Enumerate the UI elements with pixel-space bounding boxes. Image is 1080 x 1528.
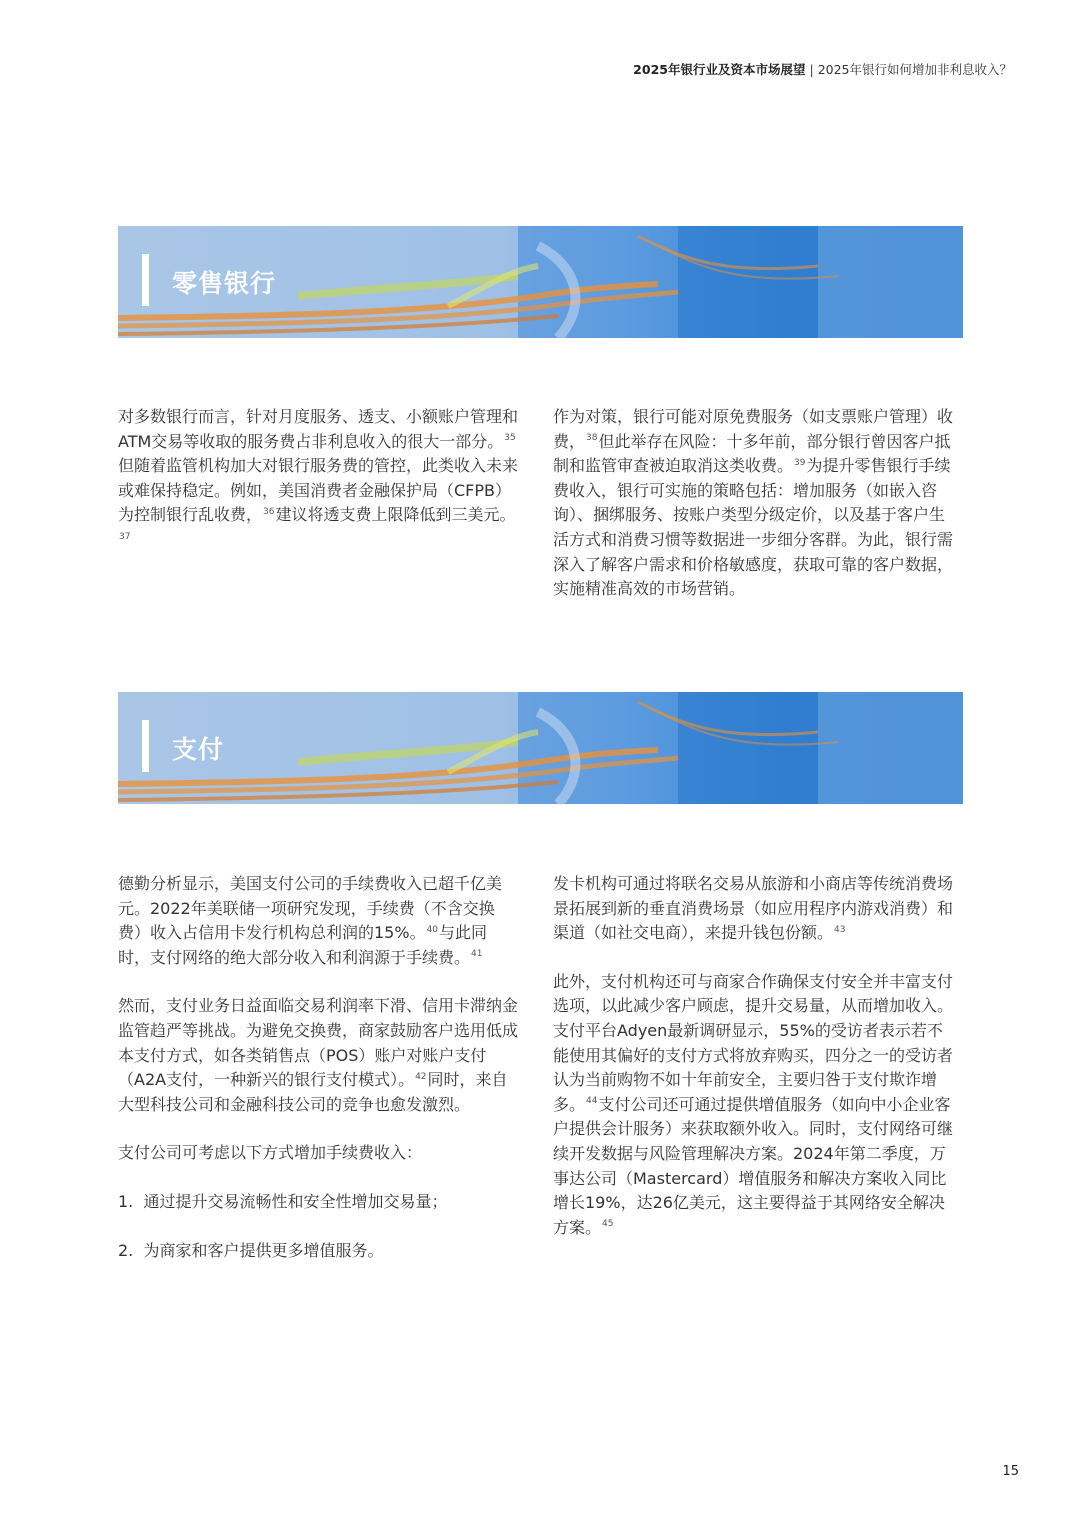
list-number: 2. — [118, 1240, 134, 1260]
footnote-ref: 36 — [263, 507, 275, 518]
footnote-ref: 43 — [834, 924, 846, 935]
footnote-ref: 45 — [602, 1219, 614, 1230]
footnote-ref: 38 — [586, 433, 598, 444]
header-separator: | — [809, 62, 814, 77]
footnote-ref: 39 — [794, 457, 806, 468]
payments-right-column — [553, 872, 953, 1240]
report-title: 2025年银行业及资本市场展望 — [633, 62, 806, 77]
footnote-ref: 44 — [586, 1096, 598, 1107]
page-number: 15 — [1002, 1464, 1019, 1479]
list-number: 1. — [118, 1191, 134, 1211]
paragraph: 对多数银行而言，针对月度服务、透支、小额账户管理和ATM交易等收取的服务费占非利息收入的很大一部分。$^{35}$但随着监管机构加大对银行服务费的管控，此类收入未来或难保持稳定。例如，美国消费者金融保护局（CFPB）为控制银行乱收费，$^{36}$建议将透支费上限降低到三美元。$^{37}$ — [118, 407, 519, 542]
payments-left-column — [118, 872, 518, 1263]
section-title: 2025年银行如何增加非利息收入？ — [817, 62, 1012, 77]
footnote-ref: 37 — [119, 531, 131, 542]
retail-banking-banner — [118, 226, 963, 338]
footnote-ref: 42 — [415, 1071, 427, 1082]
paragraph: 作为对策，银行可能对原免费服务（如支票账户管理）收费，$^{38}$但此举存在风险：十多年前，部分银行曾因客户抵制和监管审查被迫取消这类收费。$^{39}$为提升零售银行手续费收入，银行可实施的策略包括：增加服务（如嵌入咨询）、捆绑服务、按账户类型分级定价，以及基于客户生活方式和消费习惯等数据进一步细分客群。为此，银行需深入了解客户需求和价格敏感度，获取可靠的客户数据，实施精准高效的市场营销。 — [553, 407, 954, 599]
paragraph: 发卡机构可通过将联名交易从旅游和小商店等传统消费场景拓展到新的垂直消费场景（如应用程序内游戏消费）和渠道（如社交电商），来提升钱包份额。$^{43}$ — [553, 874, 954, 943]
retail-left-column — [118, 405, 518, 553]
list-item: 1. 通过提升交易流畅性和安全性增加交易量； — [118, 1191, 448, 1211]
banner-artwork — [118, 692, 963, 804]
banner-accent-bar — [142, 254, 149, 306]
paragraph: 然而，支付业务日益面临交易利润率下滑、信用卡滞纳金监管趋严等挑战。为避免交换费，商家鼓励客户选用低成本支付方式，如各类销售点（POS）账户对账户支付（A2A支付，一种新兴的银行支付模式）。$^{42}$同时，来自大型科技公司和金融科技公司的竞争也愈发激烈。 — [118, 996, 519, 1114]
retail-right-column — [553, 405, 953, 602]
footnote-ref: 41 — [471, 949, 483, 960]
payments-banner — [118, 692, 963, 804]
banner-title: 支付 — [172, 735, 225, 764]
list-item: 2. 为商家和客户提供更多增值服务。 — [118, 1240, 384, 1260]
paragraph: 支付公司可考虑以下方式增加手续费收入： — [118, 1143, 423, 1163]
footnote-ref: 35 — [504, 433, 516, 444]
banner-title: 零售银行 — [172, 269, 277, 298]
running-header — [633, 60, 1012, 78]
paragraph: 此外，支付机构还可与商家合作确保支付安全并丰富支付选项，以此减少客户顾虑，提升交易量，从而增加收入。支付平台Adyen最新调研显示，55%的受访者表示若不能使用其偏好的支付方式将放弃购买，四分之一的受访者认为当前购物不如十年前安全，主要归咎于支付欺诈增多。$^{44}$支付公司还可通过提供增值服务（如向中小企业客户提供会计服务）来获取额外收入。同时，支付网络可继续开发数据与风险管理解决方案。2024年第二季度，万事达公司（Mastercard）增值服务和解决方案收入同比增长19%，达26亿美元，这主要得益于其网络安全解决方案。$^{45}$ — [553, 971, 954, 1237]
footnote-ref: 40 — [426, 924, 439, 935]
paragraph: 德勤分析显示，美国支付公司的手续费收入已超千亿美元。2022年美联储一项研究发现，手续费（不含交换费）收入占信用卡发行机构总利润的15%。$^{40}$与此同时，支付网络的绝大部分收入和利润源于手续费。$^{41}$ — [118, 874, 503, 967]
banner-accent-bar — [142, 720, 149, 772]
